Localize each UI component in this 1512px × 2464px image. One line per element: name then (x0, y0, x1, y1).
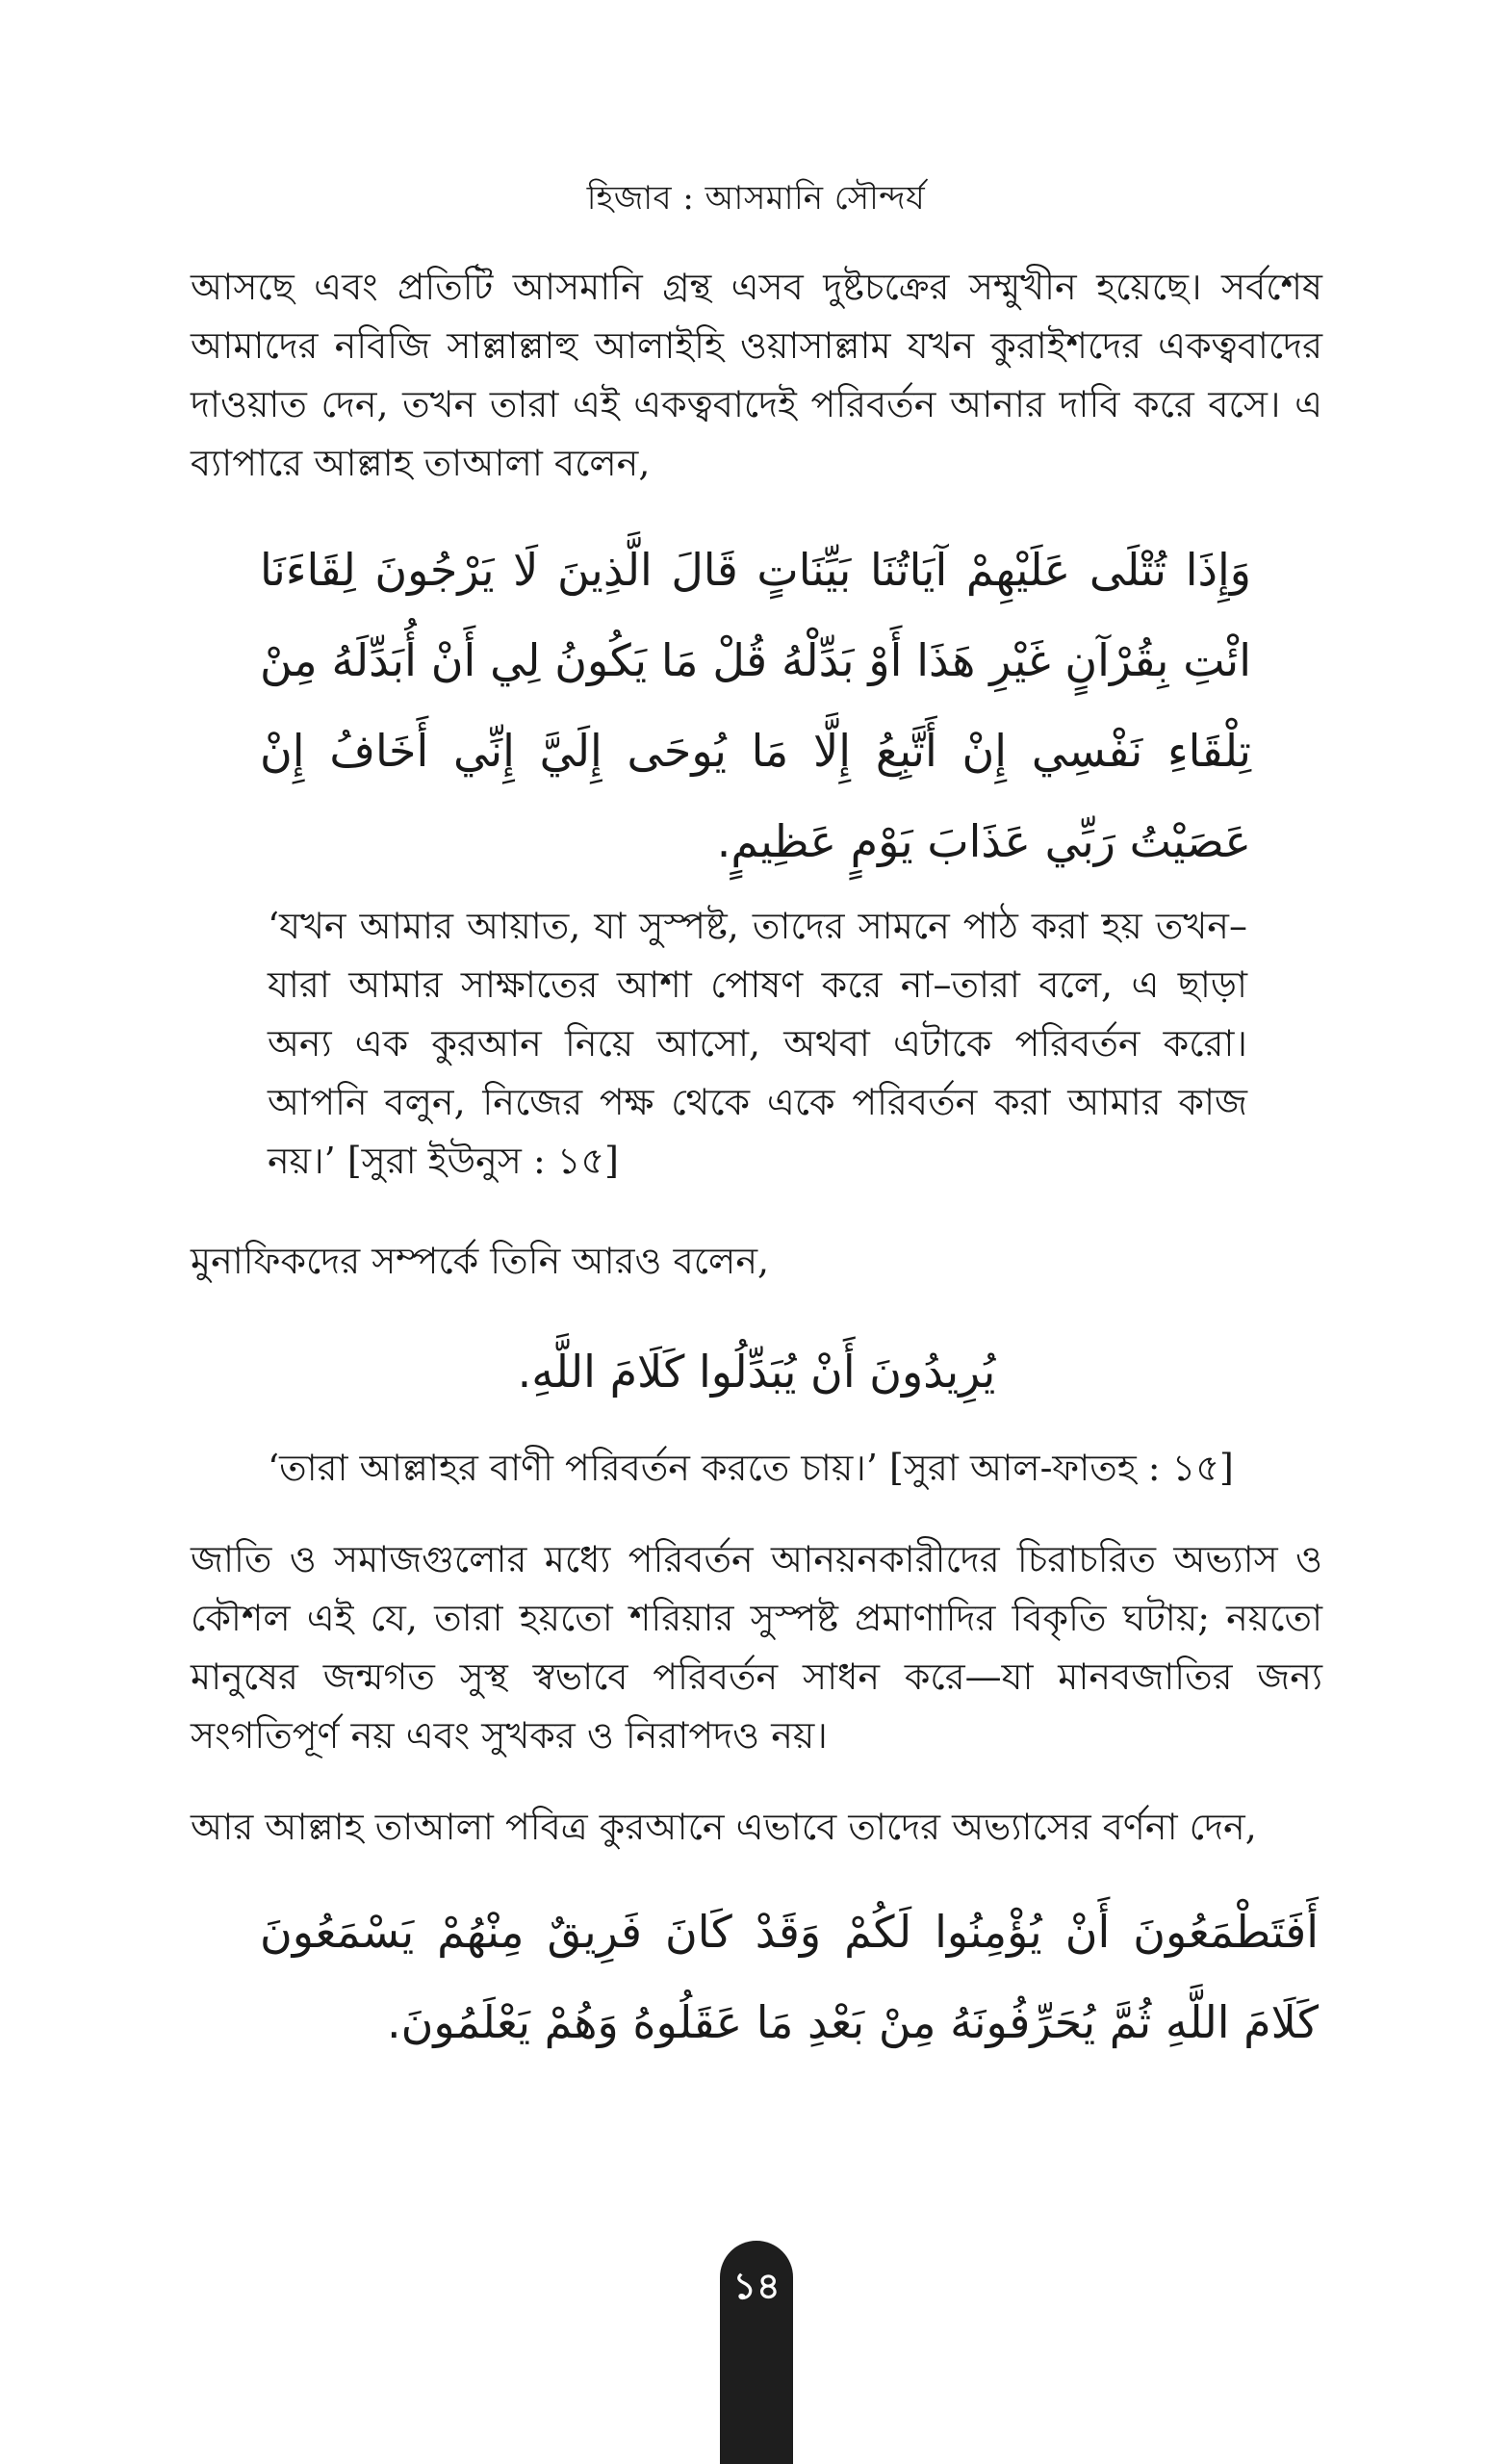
body-text-block-2 (191, 1232, 1322, 1291)
body-text-block-3 (191, 1530, 1322, 1765)
body-text-block-1 (191, 258, 1322, 493)
paragraph-change-habits: জাতি ও সমাজগুলোর মধ্যে পরিবর্তন আনয়নকারীদের চিরাচরিত অভ্যাস ও কৌশল এই যে, তারা হয়তো শরিয়ার সুস্পষ্ট প্রমাণাদির বিকৃতি ঘটায়; নয়তো মানুষের জন্মগত সুস্থ স্বভাবে পরিবর্তন সাধন করে—যা মানবজাতির জন্য সংগতিপূর্ণ নয় এবং সুখকর ও নিরাপদও নয়। (191, 1538, 1322, 1757)
translation-block-1 (268, 897, 1247, 1191)
arabic-verse-block-1 (260, 525, 1251, 886)
arabic-verse-block-2 (191, 1328, 1322, 1415)
arabic-verse-block-3 (260, 1886, 1319, 2067)
translation-yunus: ‘যখন আমার আয়াত, যা সুস্পষ্ট, তাদের সামনে পাঠ করা হয় তখন–যারা আমার সাক্ষাতের আশা পোষণ করে না–তারা বলে, এ ছাড়া অন্য এক কুরআন নিয়ে আসো, অথবা এটাকে পরিবর্তন করো। আপনি বলুন, নিজের পক্ষ থেকে একে পরিবর্তন করা আমার কাজ নয়।’ [সুরা ইউনুস : ১৫] (268, 905, 1248, 1182)
translation-block-2 (268, 1439, 1326, 1498)
arabic-verse-baqarah: أَفَتَطْمَعُونَ أَنْ يُؤْمِنُوا لَكُمْ وَقَدْ كَانَ فَرِيقٌ مِنْهُمْ يَسْمَعُونَ كَلَامَ اللَّهِ ثُمَّ يُحَرِّفُونَهُ مِنْ بَعْدِ مَا عَقَلُوهُ وَهُمْ يَعْلَمُونَ. (260, 1906, 1319, 2048)
translation-fath: ‘তারা আল্লাহর বাণী পরিবর্তন করতে চায়।’ [সুরা আল-ফাতহ : ১৫] (268, 1447, 1234, 1489)
paragraph-intro: আসছে এবং প্রতিটি আসমানি গ্রন্থ এসব দুষ্টচক্রের সম্মুখীন হয়েছে। সর্বশেষ আমাদের নবিজি সাল্লাল্লাহু আলাইহি ওয়াসাল্লাম যখন কুরাইশদের একত্ববাদের দাওয়াত দেন, তখন তারা এই একত্ববাদেই পরিবর্তন আনার দাবি করে বসে। এ ব্যাপারে আল্লাহ তাআলা বলেন, (191, 266, 1322, 484)
body-text-block-4 (191, 1798, 1322, 1857)
arabic-verse-yunus: وَإِذَا تُتْلَى عَلَيْهِمْ آيَاتُنَا بَيِّنَاتٍ قَالَ الَّذِينَ لَا يَرْجُونَ لِقَاءَنَا ائْتِ بِقُرْآنٍ غَيْرِ هَذَا أَوْ بَدِّلْهُ قُلْ مَا يَكُونُ لِي أَنْ أُبَدِّلَهُ مِنْ تِلْقَاءِ نَفْسِي إِنْ أَتَّبِعُ إِلَّا مَا يُوحَى إِلَيَّ إِنِّي أَخَافُ إِنْ عَصَيْتُ رَبِّي عَذَابَ يَوْمٍ عَظِيمٍ. (260, 544, 1251, 867)
paragraph-quran-description: আর আল্লাহ তাআলা পবিত্র কুরআনে এভাবে তাদের অভ্যাসের বর্ণনা দেন, (191, 1806, 1257, 1848)
arabic-verse-fath: يُرِيدُونَ أَنْ يُبَدِّلُوا كَلَامَ اللَّهِ. (517, 1346, 996, 1398)
running-header: হিজাব : আসমানি সৌন্দর্য (586, 179, 926, 218)
page-number: ১৪ (732, 2264, 781, 2307)
paragraph-munafiq: মুনাফিকদের সম্পর্কে তিনি আরও বলেন, (191, 1240, 770, 1282)
